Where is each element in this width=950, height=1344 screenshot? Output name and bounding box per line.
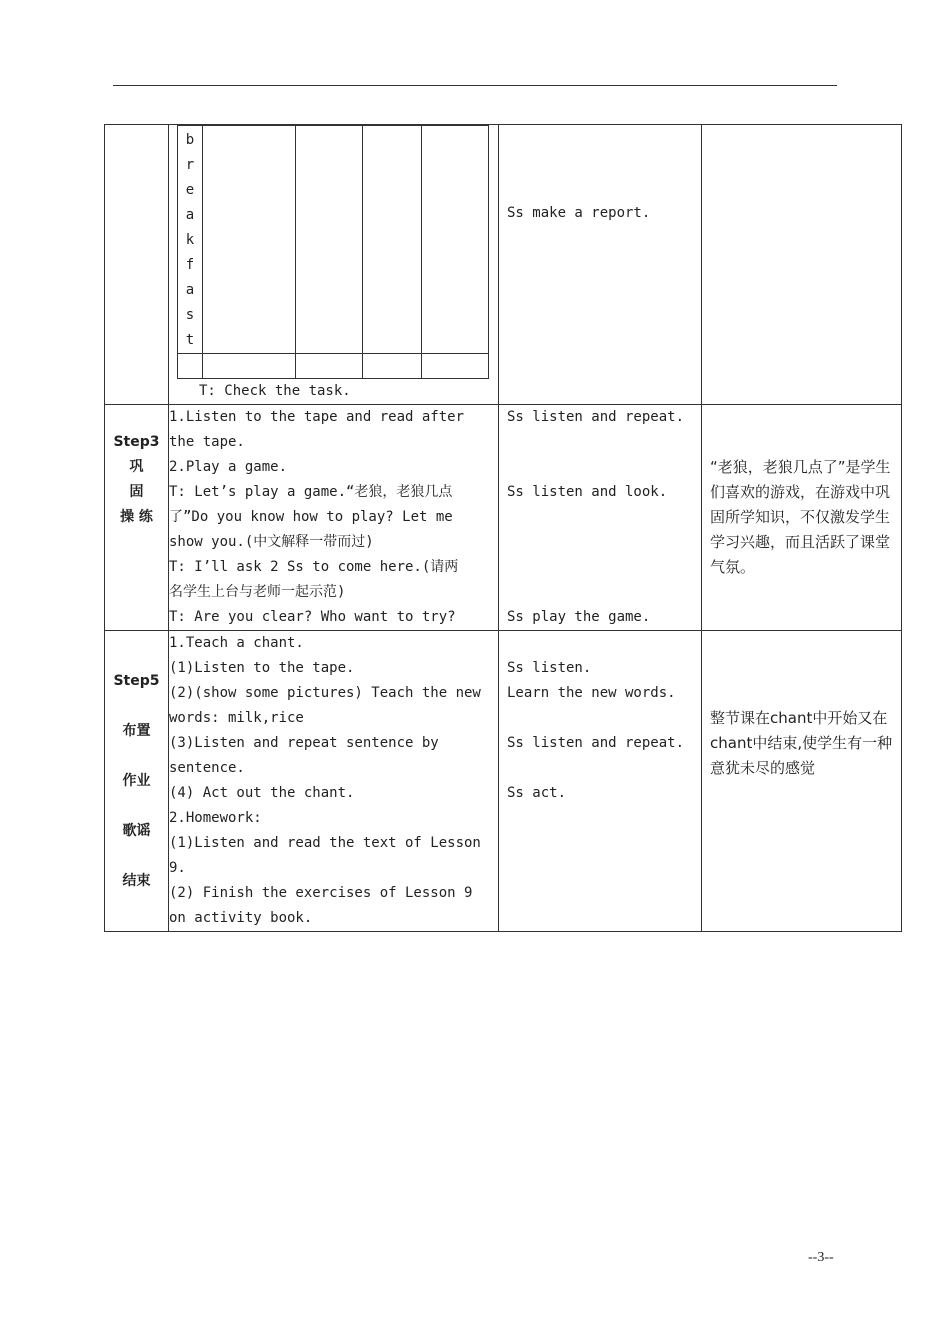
grid-cell (296, 126, 363, 354)
design-note-cell (702, 405, 902, 631)
grid-cell (363, 354, 422, 379)
student-line: Ss listen and repeat. (507, 409, 685, 425)
teacher-line: on activity book. (169, 910, 313, 926)
step-label-line: 固 (129, 484, 144, 500)
letter: f (185, 257, 195, 273)
student-line: Ss act. (507, 785, 567, 801)
table-row (105, 125, 902, 405)
step-cell (105, 631, 169, 932)
teacher-line: 1.Listen to the tape and read after (169, 409, 465, 425)
teacher-line: 9. (169, 860, 186, 876)
student-activity-cell (499, 125, 702, 405)
teacher-line: (1)Listen and read the text of Lesson (169, 835, 481, 851)
teacher-line: (1)Listen to the tape. (169, 660, 355, 676)
student-activity-cell (499, 631, 702, 932)
student-line: Ss listen. (507, 660, 592, 676)
grid-cell (203, 126, 296, 354)
table-row (105, 631, 902, 932)
teacher-line: 名学生上台与老师一起示范) (169, 584, 346, 600)
step-label-line: 布置 (122, 723, 151, 739)
grid-cell (363, 126, 422, 354)
step-label-line: 结束 (122, 873, 151, 889)
letter: b (185, 132, 195, 148)
design-note-cell (702, 631, 902, 932)
teacher-line: show you.(中文解释一带而过) (169, 534, 374, 550)
letter: a (185, 207, 195, 223)
lesson-plan-table (104, 124, 902, 932)
teacher-activity-cell (169, 405, 499, 631)
step-cell (105, 405, 169, 631)
teacher-line: (2)(show some pictures) Teach the new (169, 685, 481, 701)
letter: e (185, 182, 195, 198)
teacher-line: the tape. (169, 434, 245, 450)
letter: r (185, 157, 195, 173)
student-line: Ss listen and look. (507, 484, 668, 500)
letter: t (185, 332, 195, 348)
page-number: --3-- (808, 1250, 834, 1265)
grid-cell (422, 354, 489, 379)
step-label-line: 巩 (129, 459, 144, 475)
grid-cell (178, 354, 203, 379)
grid-cell (203, 354, 296, 379)
student-activity-text: Ss make a report. (507, 205, 651, 221)
step-label-line: 歌谣 (122, 823, 151, 839)
table-row (105, 405, 902, 631)
teacher-line: 1.Teach a chant. (169, 635, 304, 651)
step-name: Step3 (113, 434, 160, 450)
design-note: “老狼，老狼几点了”是学生们喜欢的游戏，在游戏中巩固所学知识，不仅激发学生学习兴趣，而且活跃了课堂气氛。 (710, 458, 891, 576)
teacher-line: 2.Homework: (169, 810, 262, 826)
teacher-line: T: Are you clear? Who want to try? (169, 609, 456, 625)
check-task-text: T: Check the task. (199, 383, 351, 399)
grid-cell (422, 126, 489, 354)
step-name: Step5 (113, 673, 160, 689)
letter: s (185, 307, 195, 323)
breakfast-vertical-label (178, 126, 203, 354)
teacher-activity-cell (169, 631, 499, 932)
teacher-line: (2) Finish the exercises of Lesson 9 (169, 885, 473, 901)
design-note: 整节课在chant中开始又在chant中结束,使学生有一种意犹未尽的感觉 (710, 709, 893, 777)
teacher-line: (4) Act out the chant. (169, 785, 355, 801)
note-cell-empty (702, 125, 902, 405)
teacher-line: (3)Listen and repeat sentence by (169, 735, 439, 751)
teacher-line: words: milk,rice (169, 710, 304, 726)
student-line: Ss listen and repeat. (507, 735, 685, 751)
student-line: Ss play the game. (507, 609, 651, 625)
teacher-line: sentence. (169, 760, 245, 776)
step-cell-empty (105, 125, 169, 405)
teacher-line: T: I’ll ask 2 Ss to come here.(请两 (169, 559, 459, 575)
grid-cell (296, 354, 363, 379)
task-cell (169, 125, 499, 405)
step-label-line: 作业 (122, 773, 151, 789)
teacher-line: 2.Play a game. (169, 459, 288, 475)
teacher-line: T: Let’s play a game.“老狼，老狼几点 (169, 484, 453, 500)
letter: k (185, 232, 195, 248)
teacher-line: 了”Do you know how to play? Let me (169, 509, 453, 525)
step-label-line: 操 练 (120, 509, 153, 525)
letter: a (185, 282, 195, 298)
student-line: Learn the new words. (507, 685, 676, 701)
header-rule (113, 85, 837, 86)
student-activity-cell (499, 405, 702, 631)
task-grid (177, 125, 489, 379)
